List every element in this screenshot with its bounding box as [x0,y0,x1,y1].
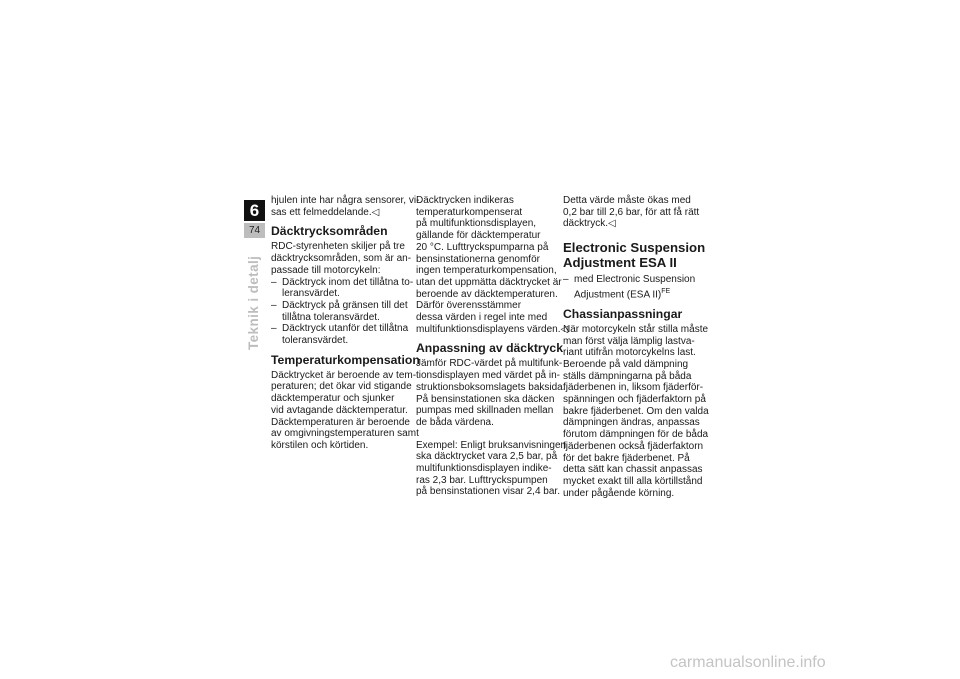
text-line: Däcktemperaturen är beroende [271,416,410,428]
list-item: – med Electronic Suspension Adjustment (ESA II)$^{FE}$ [563,274,696,301]
text-line: Däcktrycken indikeras [416,195,514,206]
text-line: beroende av däcktemperaturen. [416,288,558,300]
text-line: på bensinstationen visar 2,4 bar. [416,486,560,498]
column-3 [563,195,709,499]
text-line: ska däcktrycket vara 2,5 bar, på [416,451,558,463]
text-line: pumpas med skillnaden mellan [416,405,554,417]
continuation-paragraph [563,195,699,230]
text-line: bensinstationerna genomför [416,253,540,265]
text-line: detta sätt kan chassit anpassas [563,464,703,476]
text-line: riant utifrån motorcykelns last. [563,347,696,359]
text-line: förutom dämpningen för de båda [563,429,709,441]
text-line: Därför överensstämmer [416,300,522,312]
heading-chassis-adjustment: Chassianpassningar [563,306,683,321]
text-line: av omgivningstemperaturen samt [271,428,419,440]
page-number: 74 [244,223,265,238]
text-line: fjäderbenen också fjäderfaktorn [563,440,704,452]
text-line: På bensinstationen ska däcken [416,393,555,405]
text-line: utan det uppmätta däcktrycket är [416,276,562,288]
text-line: mycket exakt till alla körtillstånd [563,475,703,487]
ranges-list [271,276,414,347]
text-line: hjulen inte har några sensorer, vi- [271,195,420,206]
text-line: RDC-styrenheten skiljer på tre [271,241,405,253]
text-line: Däcktrycket är beroende av tem- [271,369,417,381]
column-1 [271,195,420,452]
intro-paragraph [271,195,420,218]
text-line: för det bakre fjäderbenet. På [563,452,690,464]
text-line: fjäderbenen in, liksom fjäderför- [563,382,704,394]
text-line: vid avtagande däcktemperatur. [271,404,408,416]
text-line: på multifunktionsdisplayen, [416,218,537,230]
heading-temperature-compensation: Temperaturkompensation [271,352,420,367]
text-line: tionsdisplayen med värdet på in- [416,370,560,382]
equipment-code: FE [661,287,671,295]
ranges-paragraph [271,241,412,276]
text-line: 0,2 bar till 2,6 bar, för att få rätt [563,206,700,218]
text-line: struktionsboksomslagets baksida. [416,381,566,393]
text-line: passade till motorcykeln: [271,264,381,276]
text-line: Jämför RDC-värdet på multifunk- [416,358,563,370]
text-line: gällande för däcktemperatur [416,230,541,242]
text-line: multifunktionsdisplayens värden.◁ [416,323,569,335]
text-line: man först välja lämplig lastva- [563,335,695,347]
heading-tire-pressure-ranges: Däcktrycksområden [271,224,388,239]
text-line: de båda värdena. [416,416,494,428]
esa-list [563,274,699,301]
adjustment-paragraph [416,358,566,428]
text-line: däcktemperatur och sjunker [271,393,395,405]
text-line: temperaturkompenserat [416,206,523,218]
text-line: sas ett felmeddelande.◁ [271,206,380,218]
text-line: Detta värde måste ökas med [563,195,691,206]
text-line: dämpningen ändras, anpassas [563,417,700,429]
text-line: körstilen och körtiden. [271,439,369,451]
heading-pressure-adjustment: Anpassning av däcktryck [416,341,563,356]
text-line: ingen temperaturkompensation, [416,265,557,277]
text-line: Exempel: Enligt bruksanvisningen [416,439,567,451]
text-line: Beroende på vald dämpning [563,358,689,370]
example-paragraph [416,439,567,499]
column-2 [416,195,569,498]
list-item: – Däcktryck inom det tillåtna to- leransvärdet. [271,276,414,300]
heading-esa: Electronic Suspension Adjustment ESA II [563,240,706,271]
text-line: 20 °C. Lufttryckspumparna på [416,241,549,253]
chassis-paragraph [563,323,709,500]
text-line: När motorcykeln står stilla måste [563,323,709,335]
text-line: multifunktionsdisplayen indike- [416,463,552,475]
chapter-number-tab: 6 [244,200,265,221]
text-line: under pågående körning. [563,487,675,499]
temperature-paragraph [271,369,419,452]
display-paragraph [416,195,569,335]
watermark-footer: carmanualsonline.info [670,654,826,671]
text-line: peraturen; det ökar vid stigande [271,381,412,393]
chapter-title-vertical: Teknik i detalj [246,255,261,350]
text-line: ställs dämpningarna på båda [563,370,692,382]
text-line: spänningen och fjäderfaktorn på [563,394,706,406]
text-line: däcktrycksområden, som är an- [271,253,412,265]
text-line: dessa värden i regel inte med [416,312,548,324]
text-line: bakre fjäderbenet. Om den valda [563,405,709,417]
text-line: ras 2,3 bar. Lufttryckspumpen [416,474,548,486]
text-line: däcktryck.◁ [563,218,616,230]
list-item: – Däcktryck utanför det tillåtna toleransvärdet. [271,323,409,347]
list-item: – Däcktryck på gränsen till det tillåtna toleransvärdet. [271,299,408,323]
